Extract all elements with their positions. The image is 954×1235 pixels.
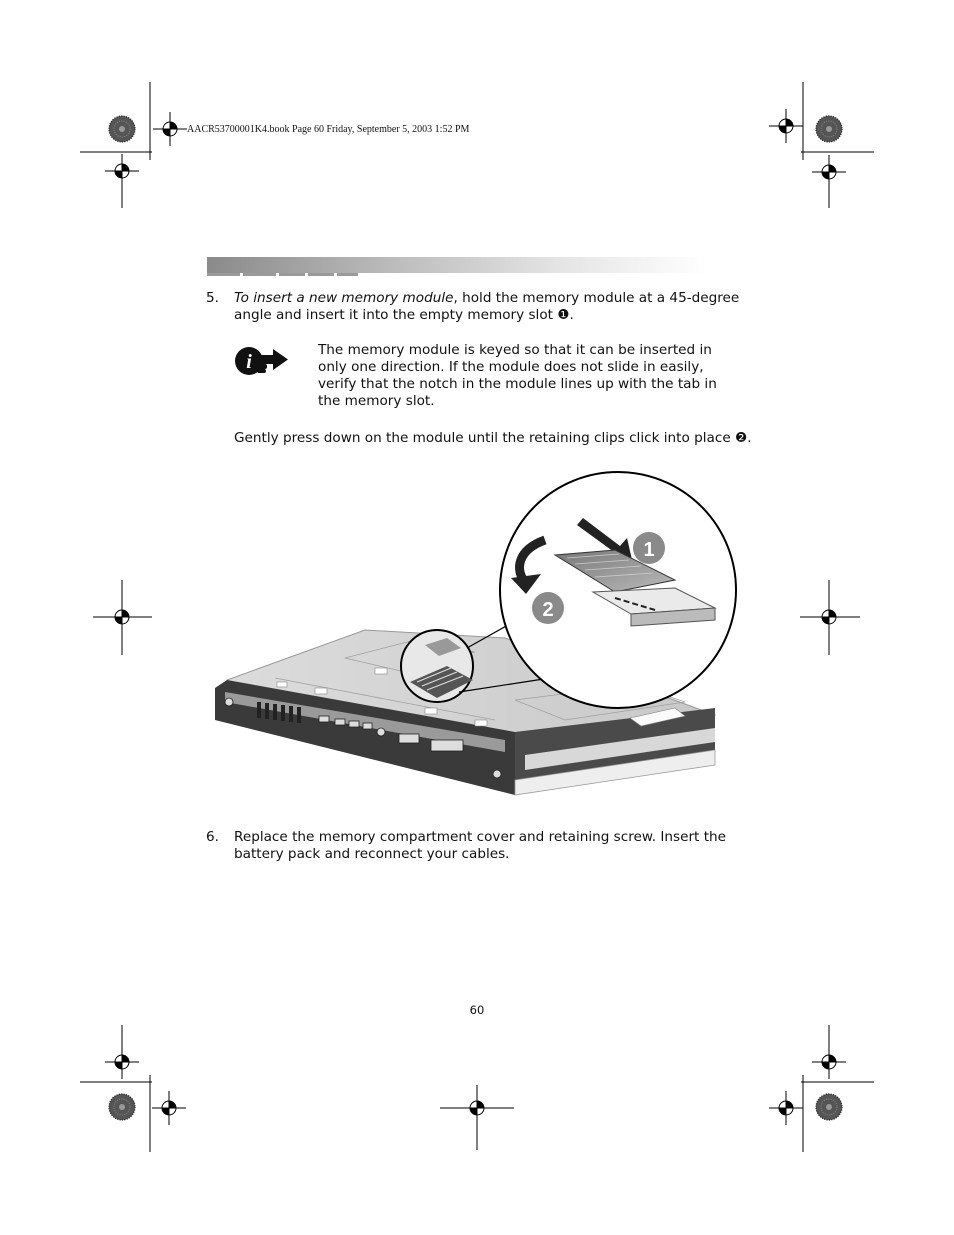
print-header: AACR53700001K4.book Page 60 Friday, September 5, 2003 1:52 PM bbox=[187, 124, 470, 135]
svg-text:i: i bbox=[246, 351, 252, 373]
note-pointing-hand-icon bbox=[233, 344, 289, 378]
callout-2-label: 2 bbox=[542, 599, 554, 621]
press-body: Gently press down on the module until the retaining clips click into place bbox=[234, 430, 736, 446]
step-5-body: , hold the memory module at a 45-degree angle and insert it into the empty memory slot bbox=[234, 290, 740, 323]
press-instruction bbox=[234, 430, 794, 447]
step-6-text: Replace the memory compartment cover and retaining screw. Insert the battery pack and reconnect your cables. bbox=[234, 829, 727, 862]
page-number: 60 bbox=[469, 1003, 485, 1017]
step-5-number: 5. bbox=[206, 290, 219, 306]
step-5-text bbox=[234, 290, 754, 324]
note-text: The memory module is keyed so that it can be inserted in only one direction. If the module does not slide in easily, verify that the notch in the module lines up with the tab in the memory slot. bbox=[318, 342, 717, 409]
section-header-band bbox=[207, 257, 707, 273]
callout-1-label: 1 bbox=[643, 539, 655, 561]
callout-1-glyph: ❶ bbox=[557, 307, 570, 323]
memory-module-illustration bbox=[215, 470, 740, 800]
press-end: . bbox=[747, 430, 752, 446]
callout-2-glyph: ❷ bbox=[735, 430, 748, 446]
step-5-italic-lead: To insert a new memory module bbox=[234, 290, 454, 306]
step-6-number: 6. bbox=[206, 829, 219, 845]
section-header-segments bbox=[207, 273, 358, 276]
step-5-end: . bbox=[569, 307, 574, 323]
